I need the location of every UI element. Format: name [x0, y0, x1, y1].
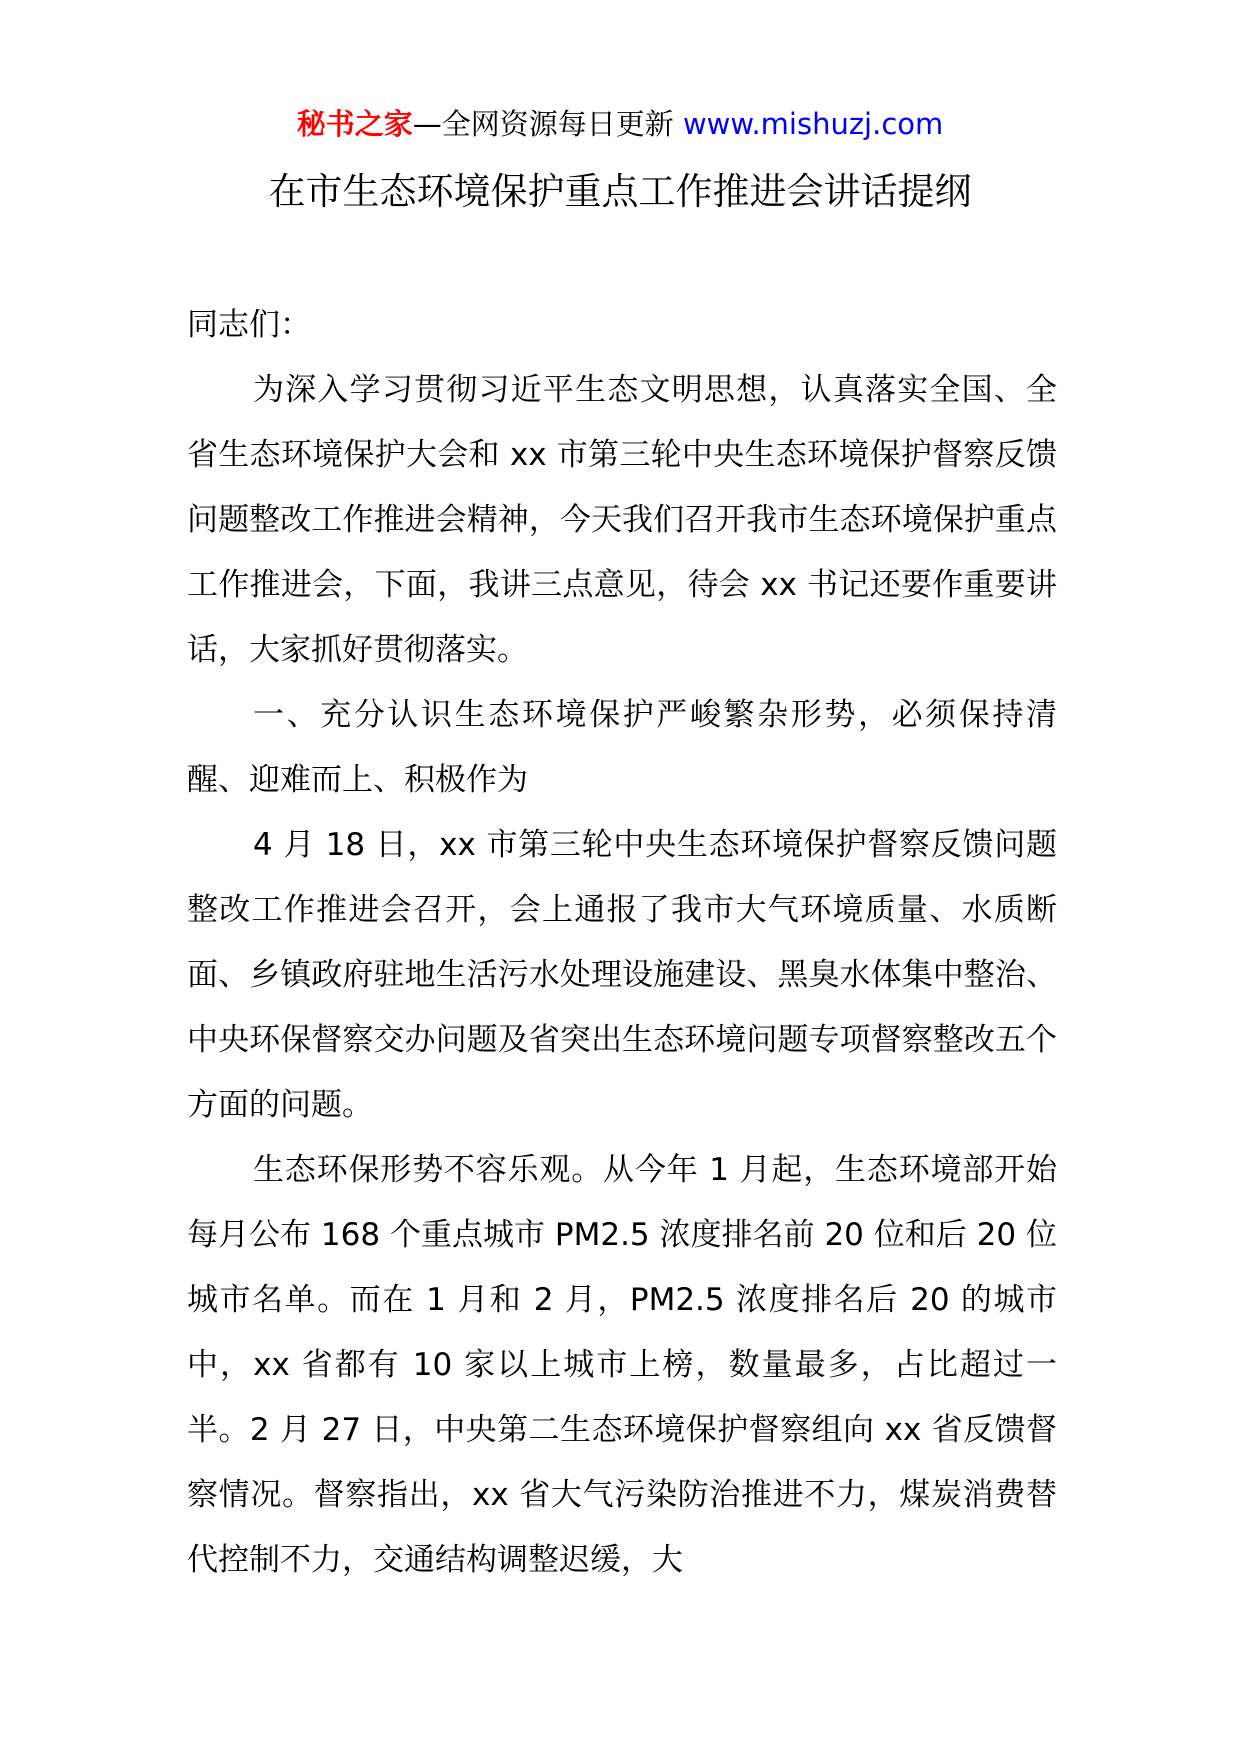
- body-paragraph: 为深入学习贯彻习近平生态文明思想，认真落实全国、全省生态环境保护大会和 xx 市第三轮中央生态环境保护督察反馈问题整改工作推进会精神，今天我们召开我市生态环境保护重点工作推进会，下面，我讲三点意见，待会 xx 书记还要作重要讲话，大家抓好贯彻落实。: [187, 372, 1057, 668]
- site-header: [0, 104, 1240, 144]
- salutation: 同志们：: [187, 307, 311, 343]
- body-paragraph: 4 月 18 日，xx 市第三轮中央生态环境保护督察反馈问题整改工作推进会召开，会上通报了我市大气环境质量、水质断面、乡镇政府驻地生活污水处理设施建设、黑臭水体集中整治、中央环保督察交办问题及省突出生态环境问题专项督察整改五个方面的问题。: [187, 827, 1057, 1123]
- site-brand: 秘书之家: [296, 107, 413, 141]
- document-body: [187, 293, 1057, 1593]
- document-title: 在市生态环境保护重点工作推进会讲话提纲: [268, 170, 972, 213]
- body-paragraph: 一、充分认识生态环境保护严峻繁杂形势，必须保持清醒、迎难而上、积极作为: [187, 697, 1057, 798]
- site-url-link[interactable]: www.mishuzj.com: [682, 107, 944, 141]
- site-slogan: —全网资源每日更新: [412, 107, 683, 141]
- body-paragraph: 生态环保形势不容乐观。从今年 1 月起，生态环境部开始每月公布 168 个重点城市 PM2.5 浓度排名前 20 位和后 20 位城市名单。而在 1 月和 2 月，PM2.5 浓度排名后 20 的城市中，xx 省都有 10 家以上城市上榜，数量最多，占比超过一半。2 月 27 日，中央第二生态环境保护督察组向 xx 省反馈督察情况。督察指出，xx 省大气污染防治推进不力，煤炭消费替代控制不力，交通结构调整迟缓，大: [187, 1152, 1057, 1578]
